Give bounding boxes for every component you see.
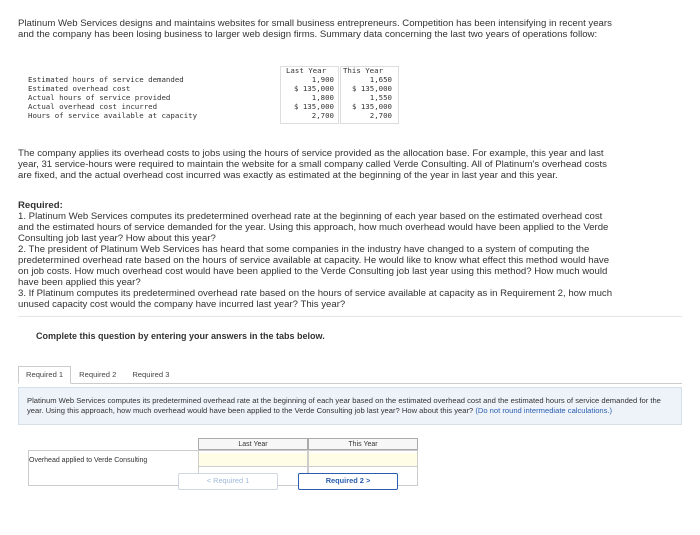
- answer-col-last-year: Last Year: [198, 438, 308, 450]
- last-value: 1,800: [311, 93, 334, 102]
- answer-row-label: Overhead applied to Verde Consulting: [28, 450, 198, 486]
- body-paragraph: The company applies its overhead costs to jobs using the hours of service provided as the allocation base. For example, this year and last year, 31 service-hours were required to maintain the website for a small company called Verde Consulting. All of Platinum's overhead costs are fixed, and the actual overhead cost incurred was exactly as estimated at the beginning of the year in last year and this year.: [18, 148, 607, 181]
- last-year-input[interactable]: [199, 453, 307, 467]
- summary-data-table: [28, 66, 398, 120]
- this-value: 1,550: [369, 93, 392, 102]
- requirements-section: [18, 200, 618, 310]
- row-label: Actual hours of service provided: [28, 93, 171, 102]
- table-header-row: [28, 66, 398, 75]
- last-value: $ 135,000: [293, 84, 334, 93]
- row-label: Estimated hours of service demanded: [28, 75, 184, 84]
- table-row: [28, 84, 398, 93]
- last-value: 1,900: [311, 75, 334, 84]
- previous-button[interactable]: < Required 1: [178, 473, 278, 490]
- this-year-input[interactable]: [309, 453, 417, 467]
- question-text: Platinum Web Services computes its predetermined overhead rate at the beginning of each year based on the estimated overhead cost and the estimated hours of service demanded for the year. Using this approach, how much overhead would have been applied to the Verde Consulting job last year? How about this year?: [27, 396, 661, 415]
- table-row: [28, 75, 398, 84]
- row-label: Estimated overhead cost: [28, 84, 131, 93]
- answer-col-this-year: This Year: [308, 438, 418, 450]
- this-value: $ 135,000: [351, 84, 392, 93]
- next-button[interactable]: Required 2 >: [298, 473, 398, 490]
- question-box: [18, 387, 682, 425]
- tab-required-3[interactable]: Required 3: [132, 370, 170, 379]
- tab-required-2[interactable]: Required 2: [79, 370, 117, 379]
- answer-grid-header: [198, 438, 418, 450]
- required-heading: Required:: [18, 200, 63, 211]
- row-label: Actual overhead cost incurred: [28, 102, 158, 111]
- table-row: [28, 102, 398, 111]
- answer-panel: [18, 316, 682, 535]
- intro-text: Platinum Web Services designs and maintains websites for small business entrepreneurs. Competition has been intensifying in recent years and the company has been losing business to larger web design firms. Summary data concerning the last two years of operations follow:: [18, 18, 612, 40]
- row-label: Hours of service available at capacity: [28, 111, 198, 120]
- this-value: 2,700: [369, 111, 392, 120]
- tab-required-1[interactable]: Required 1: [18, 366, 71, 384]
- question-note: (Do not round intermediate calculations.): [475, 405, 613, 415]
- requirement-3: 3. If Platinum computes its predetermined overhead rate based on the hours of service available at capacity as in Requirement 2, how much unused capacity cost would the company have incurred last year? This year?: [18, 288, 613, 310]
- table-row: [28, 93, 398, 102]
- col-this-year: This Year: [342, 66, 384, 75]
- instruction-text: Complete this question by entering your answers in the tabs below.: [36, 331, 325, 341]
- last-value: $ 135,000: [293, 102, 334, 111]
- requirement-2: 2. The president of Platinum Web Services has heard that some companies in the industry have changed to a system of computing the predetermined overhead rate based on the hours of service available at capacity. He would like to know what effect this method would have on job costs. How much overhead cost would have been applied to the Verde Consulting job last year using this method? How much would have been applied this year?: [18, 244, 610, 288]
- this-value: 1,650: [369, 75, 392, 84]
- col-last-year: Last Year: [285, 66, 327, 75]
- last-value: 2,700: [311, 111, 334, 120]
- tab-bar: [18, 366, 682, 384]
- this-value: $ 135,000: [351, 102, 392, 111]
- table-row: [28, 111, 398, 120]
- requirement-1: 1. Platinum Web Services computes its predetermined overhead rate at the beginning of each year based on the estimated overhead cost and the estimated hours of service demanded for the year. Using this approach, how much overhead would have been applied to the Verde Consulting job last year? How about this year?: [18, 211, 609, 244]
